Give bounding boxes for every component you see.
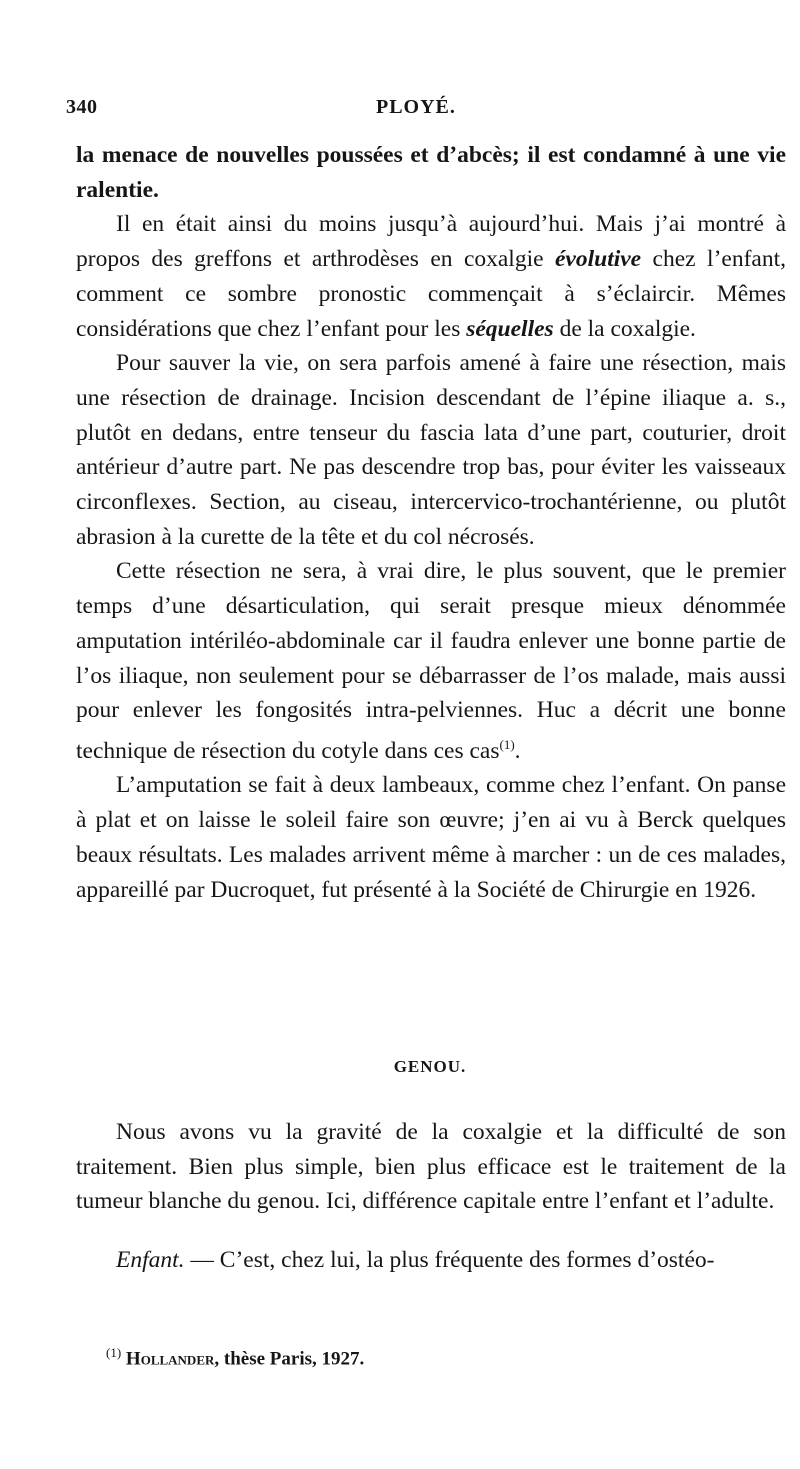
paragraph-2-text-b: chez l’enfant, comment ce sombre pronostic commençait à s’éclaircir. Mêmes considérations que chez l’enfant pour les bbox=[76, 246, 786, 342]
paragraph-5-text: L’amputation se fait à deux lambeaux, comme chez l’enfant. On panse à plat et on laisse le soleil faire son œuvre; j’en ai vu à Berck quelques beaux résultats. Les malades arrivent même à marcher : un de ces malades, appareillé par Ducroquet, fut présenté à la Société de Chirurgie en 1926. bbox=[76, 772, 786, 903]
paragraph-2-text-a: Il en était ainsi du moins jusqu’à aujourd’hui. Mais j’ai montré à propos des greffons et arthrodèses en coxalgie bbox=[76, 211, 786, 273]
paragraph-4 bbox=[76, 554, 786, 768]
section-paragraph-2-text: — C’est, chez lui, la plus fréquente des formes d’ostéo- bbox=[184, 1247, 715, 1274]
paragraph-2 bbox=[76, 207, 786, 346]
paragraph-2-text-c: de la coxalgie. bbox=[553, 315, 696, 342]
paragraph-3-text: Pour sauver la vie, on sera parfois amené à faire une résection, mais une résection de drainage. Incision descendant de l’épine iliaque a. s., plutôt en dedans, entre tenseur du fascia lata d’une part, couturier, droit antérieur d’autre part. Ne pas descendre trop bas, pour éviter les vaisseaux circonflexes. Section, au ciseau, intercervico-trochantérienne, ou plutôt abrasion à la curette de la tête et du col nécrosés. bbox=[76, 350, 786, 550]
footnote-author: Hollander bbox=[125, 1348, 215, 1370]
section-text bbox=[76, 1115, 786, 1278]
running-head bbox=[66, 96, 781, 126]
section-paragraph-1 bbox=[76, 1115, 786, 1219]
paragraph-1 bbox=[76, 138, 786, 207]
paragraph-3 bbox=[76, 346, 786, 554]
footnote bbox=[106, 1345, 364, 1370]
paragraph-4-text: Cette résection ne sera, à vrai dire, le plus souvent, que le premier temps d’une désarticulation, qui serait presque mieux dénommée amputation intériléo-abdominale car il faudra enlever une bonne partie de l’os iliaque, non seulement pour se débarrasser de l’os malade, mais aussi pour enlever les fongosités intra-pelviennes. Huc a décrit une bonne technique de résection du cotyle dans ces cas bbox=[76, 558, 786, 764]
section-paragraph-2-label: Enfant. bbox=[116, 1247, 185, 1274]
footnote-reference[interactable]: (1) bbox=[499, 736, 515, 752]
paragraph-2-emphasis-sequelles: séquelles bbox=[466, 315, 554, 342]
running-title: PLOYÉ. bbox=[376, 96, 456, 118]
paragraph-1-text: la menace de nouvelles poussées et d’abcès; il est condamné à une vie ralentie. bbox=[76, 142, 786, 203]
paragraph-2-emphasis-evolutive: évolutive bbox=[554, 246, 642, 273]
section-heading: GENOU. bbox=[393, 1057, 467, 1076]
section-paragraph-2 bbox=[76, 1243, 786, 1278]
page-number: 340 bbox=[66, 96, 98, 118]
paragraph-4-end: . bbox=[514, 737, 521, 764]
footnote-text: , thèse Paris, 1927. bbox=[214, 1348, 365, 1370]
section-paragraph-1-text: Nous avons vu la gravité de la coxalgie et la difficulté de son traitement. Bien plus simple, bien plus efficace est le traitement de la tumeur blanche du genou. Ici, différence capitale entre l’enfant et l’adulte. bbox=[76, 1119, 786, 1215]
footnote-marker: (1) bbox=[106, 1345, 122, 1360]
body-text bbox=[76, 138, 786, 907]
paragraph-5 bbox=[76, 768, 786, 907]
